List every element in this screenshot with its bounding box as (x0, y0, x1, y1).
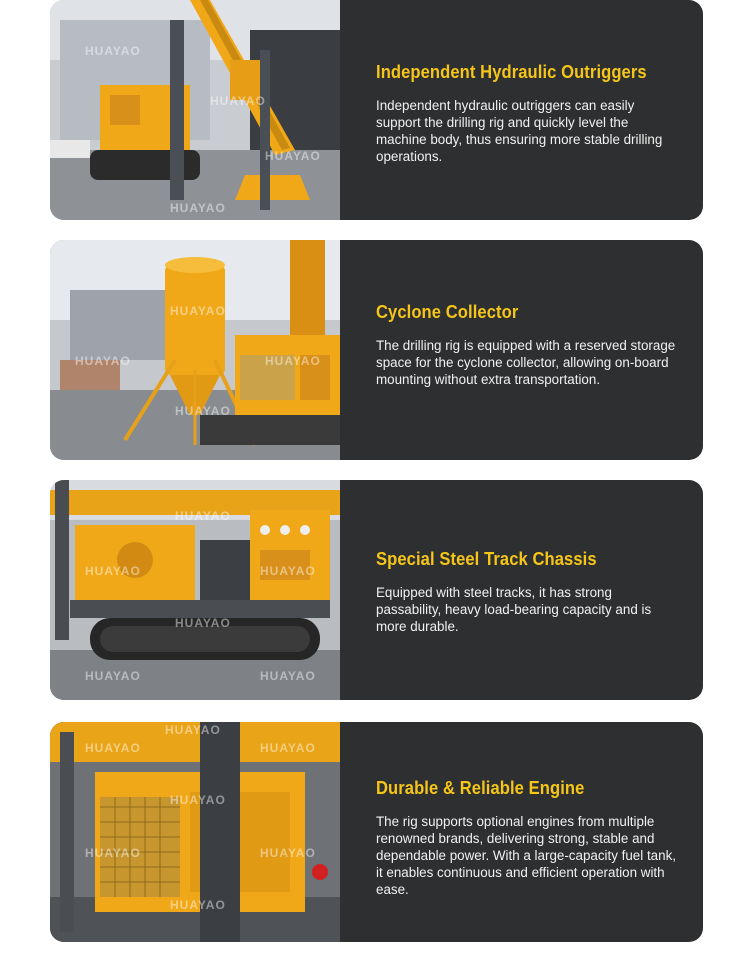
svg-text:HUAYAO: HUAYAO (175, 616, 231, 630)
svg-text:HUAYAO: HUAYAO (265, 149, 321, 163)
svg-text:HUAYAO: HUAYAO (265, 354, 321, 368)
svg-text:HUAYAO: HUAYAO (170, 201, 226, 215)
svg-text:HUAYAO: HUAYAO (85, 564, 141, 578)
feature-title: Cyclone Collector (376, 302, 519, 322)
feature-title: Durable & Reliable Engine (376, 778, 585, 798)
feature-text-block (376, 302, 676, 388)
svg-text:HUAYAO: HUAYAO (85, 741, 141, 755)
svg-text:HUAYAO: HUAYAO (85, 846, 141, 860)
svg-text:HUAYAO: HUAYAO (260, 741, 316, 755)
feature-card-steel-track-chassis (50, 480, 703, 700)
cyclone-collector-photo (50, 240, 340, 460)
feature-description: The rig supports optional engines from multiple renowned brands, delivering strong, stable and dependable power. With a large-capacity fuel tank, it enables continuous and efficient operation with ease. (376, 814, 676, 897)
feature-description: Independent hydraulic outriggers can easily support the drilling rig and quickly level the machine body, thus ensuring more stable drilling operations. (376, 98, 663, 164)
svg-text:HUAYAO: HUAYAO (260, 669, 316, 683)
feature-title: Special Steel Track Chassis (376, 549, 597, 569)
outriggers-photo (50, 0, 340, 220)
feature-card-engine (50, 722, 703, 942)
svg-text:HUAYAO: HUAYAO (85, 44, 141, 58)
svg-text:HUAYAO: HUAYAO (170, 793, 226, 807)
engine-photo (50, 722, 340, 942)
svg-text:HUAYAO: HUAYAO (260, 846, 316, 860)
feature-text-block (376, 62, 676, 165)
svg-text:HUAYAO: HUAYAO (75, 354, 131, 368)
feature-card-cyclone-collector (50, 240, 703, 460)
feature-text-block (376, 549, 676, 635)
feature-description: Equipped with steel tracks, it has strong passability, heavy load-bearing capacity and is more durable. (376, 585, 652, 634)
svg-text:HUAYAO: HUAYAO (170, 304, 226, 318)
track-chassis-photo (50, 480, 340, 700)
svg-text:HUAYAO: HUAYAO (170, 898, 226, 912)
svg-text:HUAYAO: HUAYAO (175, 509, 231, 523)
feature-description: The drilling rig is equipped with a reserved storage space for the cyclone collector, allowing on-board mounting without extra transportation. (376, 338, 676, 387)
svg-text:HUAYAO: HUAYAO (210, 94, 266, 108)
svg-text:HUAYAO: HUAYAO (165, 723, 221, 737)
feature-title: Independent Hydraulic Outriggers (376, 62, 647, 82)
feature-text-block (376, 778, 676, 898)
svg-text:HUAYAO: HUAYAO (260, 564, 316, 578)
feature-card-hydraulic-outriggers (50, 0, 703, 220)
svg-text:HUAYAO: HUAYAO (175, 404, 231, 418)
svg-text:HUAYAO: HUAYAO (85, 669, 141, 683)
